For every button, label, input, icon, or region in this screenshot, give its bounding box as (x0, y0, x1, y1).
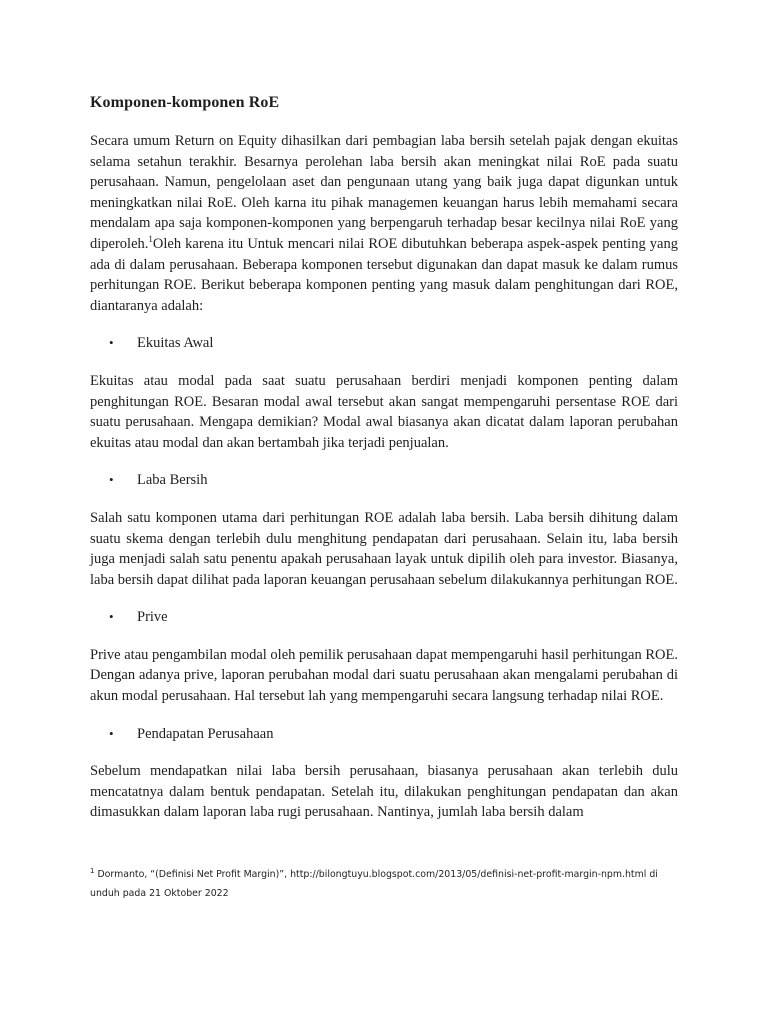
bullet-icon: • (109, 725, 114, 741)
footnote-reference: 1 (148, 234, 153, 245)
bullet-heading: Laba Bersih (137, 472, 208, 489)
page-title: Komponen-komponen RoE (90, 94, 280, 111)
bullet-heading: Ekuitas Awal (137, 335, 214, 352)
intro-text-before-ref: Secara umum Return on Equity dihasilkan dari pembagian laba bersih setelah pajak dengan ekuitas selama setahun terakhir. Besarnya perolehan laba bersih akan meningkat nilai RoE pada suatu perusahaan. Namun, pengelolaan aset dan pengunaan utang yang baik juga dapat digunkan untuk meningkatkan nilai RoE. Oleh karna itu pihak managemen keuangan harus lebih memahami secara mendalam apa saja komponen-komponen yang berpengaruh terhadap besar kecilnya nilai RoE yang diperoleh. (90, 133, 678, 252)
bullet-heading: Pendapatan Perusahaan (137, 725, 274, 742)
bullet-list-prive (90, 607, 678, 628)
section-paragraph-laba-bersih: Salah satu komponen utama dari perhitungan ROE adalah laba bersih. Laba bersih dihitung dalam suatu skema dengan terlebih dulu menghitung pendapatan dari perusahaan. Selain itu, laba bersih juga menjadi salah satu penentu apakah perusahaan layak untuk dipilih oleh para investor. Biasanya, laba bersih dapat dilihat pada laporan keuangan perusahaan sebelum dilakukannya perhitungan ROE. (90, 509, 678, 588)
intro-text-after-ref: Oleh karena itu Untuk mencari nilai ROE dibutuhkan beberapa aspek-aspek penting yang ada di dalam perusahaan. Beberapa komponen tersebut digunakan dan dapat masuk ke dalam rumus perhitungan ROE. Berikut beberapa komponen penting yang masuk dalam penghitungan dari ROE, diantaranya adalah: (90, 235, 678, 314)
bullet-item-prive (109, 607, 678, 628)
bullet-heading: Prive (137, 609, 168, 626)
section-paragraph-ekuitas-awal: Ekuitas atau modal pada saat suatu perusahaan berdiri menjadi komponen penting dalam penghitungan ROE. Besaran modal awal tersebut akan sangat mempengaruhi persentase ROE dari suatu perusahaan. Mengapa demikian? Modal awal biasanya akan dicatat dalam laporan perubahan ekuitas atau modal dan akan bertambah jika terjadi penjualan. (90, 372, 678, 451)
bullet-item-laba-bersih (109, 470, 678, 491)
bullet-list-laba-bersih (90, 470, 678, 491)
bullet-item-ekuitas-awal (109, 333, 678, 354)
section-paragraph-pendapatan-perusahaan: Sebelum mendapatkan nilai laba bersih perusahaan, biasanya perusahaan akan terlebih dulu mencatatnya dalam bentuk pendapatan. Setelah itu, dilakukan penghitungan pendapatan dan akan dimasukkan dalam laporan laba rugi perusahaan. Nantinya, jumlah laba bersih dalam (90, 763, 678, 821)
bullet-icon: • (109, 609, 114, 625)
footnote-divider (90, 850, 280, 851)
bullet-icon: • (109, 472, 114, 488)
bullet-list-ekuitas-awal (90, 333, 678, 354)
footnote-text: Dormanto, “(Definisi Net Profit Margin)”, http://bilongtuyu.blogspot.com/2013/05/definisi-net-profit-margin-npm.html di unduh pada 21 Oktober 2022 (90, 869, 658, 899)
document-page (90, 92, 678, 840)
footnote-number: 1 (90, 866, 95, 875)
footnote (90, 865, 675, 903)
bullet-icon: • (109, 335, 114, 351)
bullet-list-pendapatan-perusahaan (90, 724, 678, 745)
intro-paragraph (90, 131, 678, 316)
section-paragraph-prive: Prive atau pengambilan modal oleh pemilik perusahaan dapat mempengaruhi hasil perhitungan ROE. Dengan adanya prive, laporan perubahan modal dari suatu perusahaan akan mengalami perubahan di akun modal perusahaan. Hal tersebut lah yang mempengaruhi secara langsung terhadap nilai ROE. (90, 646, 678, 705)
bullet-item-pendapatan-perusahaan (109, 724, 678, 745)
